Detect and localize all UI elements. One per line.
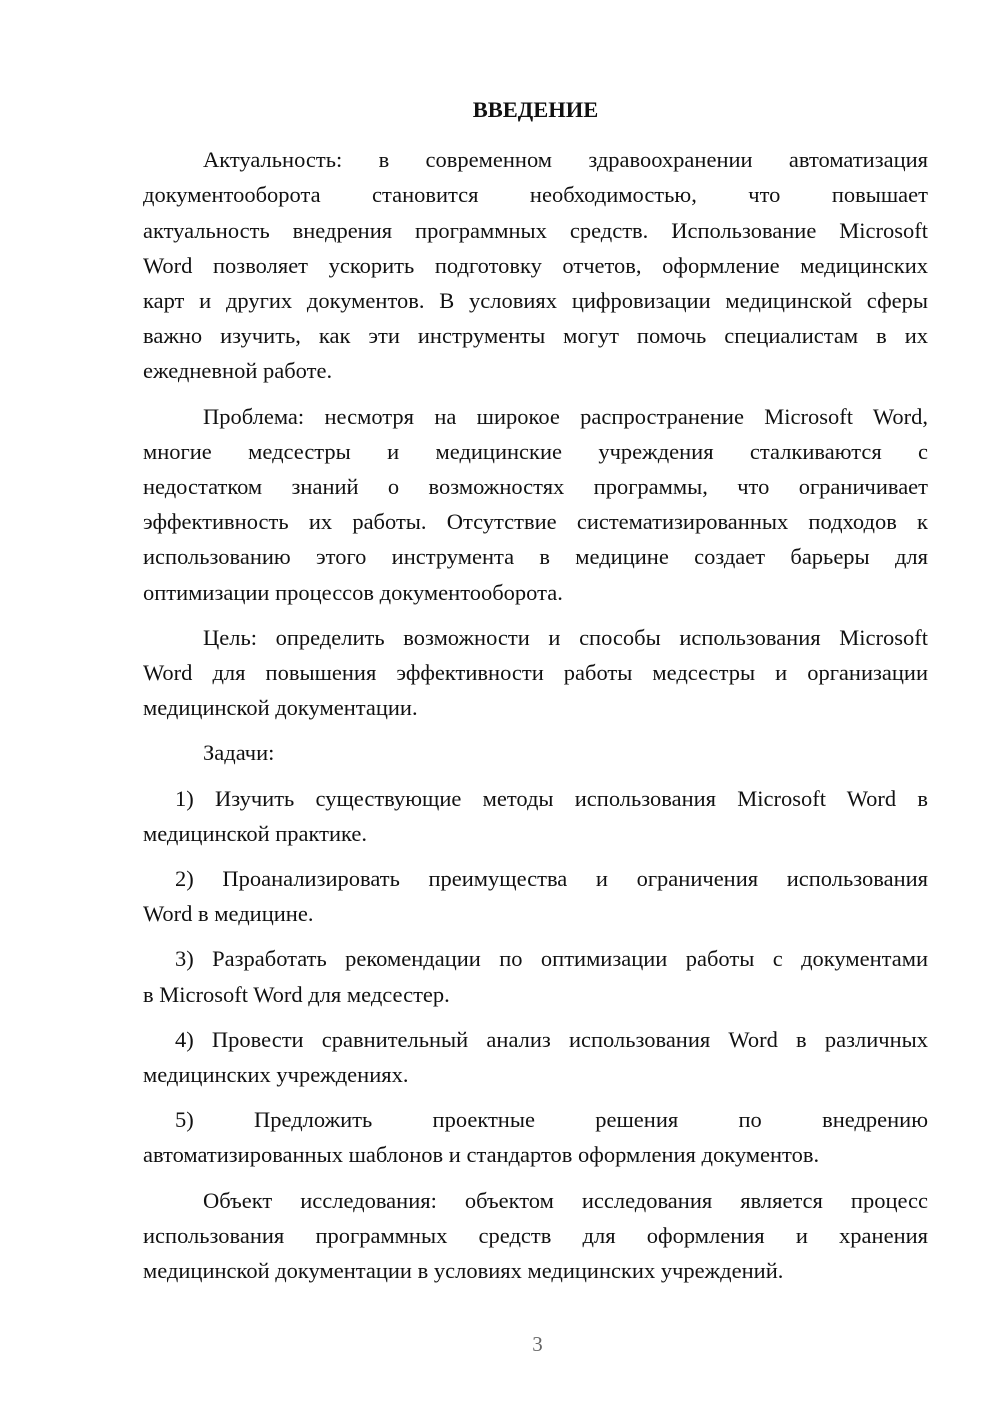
text-line: Word в медицине. (143, 901, 314, 927)
page-number: 3 (532, 1332, 543, 1356)
text-line: медицинских учреждениях. (143, 1062, 409, 1088)
text-line: медицинской документации в условиях медицинских учреждений. (143, 1258, 784, 1284)
text-line: Word позволяет ускорить подготовку отчетов, оформление медицинских (143, 252, 928, 278)
text-line: медицинской документации. (143, 695, 418, 721)
text-line: эффективность их работы. Отсутствие систематизированных подходов к (143, 509, 928, 535)
text-line: Word для повышения эффективности работы медсестры и организации (143, 660, 928, 686)
text-line: автоматизированных шаблонов и стандартов оформления документов. (143, 1142, 820, 1168)
text-line: недостатком знаний о возможностях программы, что ограничивает (143, 474, 928, 500)
text-line: 1) Изучить существующие методы использования Microsoft Word в (175, 785, 928, 811)
document-body (143, 142, 928, 1288)
paragraph (143, 1183, 928, 1289)
text-line: многие медсестры и медицинские учреждения сталкиваются с (143, 438, 928, 464)
paragraph (143, 620, 928, 726)
task-item (143, 781, 928, 851)
text-line: в Microsoft Word для медсестер. (143, 981, 450, 1007)
task-item (143, 1102, 928, 1172)
paragraph (143, 399, 928, 610)
paragraph (143, 142, 928, 388)
text-line: оптимизации процессов документооборота. (143, 579, 563, 605)
document-page (143, 92, 928, 1298)
text-line: Актуальность: в современном здравоохранении автоматизация (203, 147, 928, 173)
text-line: карт и других документов. В условиях цифровизации медицинской сферы (143, 288, 928, 314)
paragraph (143, 735, 928, 770)
text-line: 2) Проанализировать преимущества и ограничения использования (175, 866, 928, 892)
text-line: ежедневной работе. (143, 358, 333, 384)
text-line: документооборота становится необходимостью, что повышает (143, 182, 928, 208)
text-line: 3) Разработать рекомендации по оптимизации работы с документами (175, 946, 928, 972)
task-item (143, 861, 928, 931)
text-line: Объект исследования: объектом исследования является процесс (203, 1187, 928, 1213)
text-line: Задачи: (203, 740, 275, 766)
task-item (143, 1022, 928, 1092)
text-line: важно изучить, как эти инструменты могут помочь специалистам в их (143, 323, 928, 349)
task-item (143, 941, 928, 1011)
text-line: 5) Предложить проектные решения по внедрению (175, 1107, 928, 1133)
text-line: медицинской практике. (143, 820, 368, 846)
text-line: актуальность внедрения программных средств. Использование Microsoft (143, 217, 928, 243)
section-title: ВВЕДЕНИЕ (472, 97, 599, 122)
text-line: использования программных средств для оформления и хранения (143, 1222, 928, 1248)
text-line: использованию этого инструмента в медицине создает барьеры для (143, 544, 928, 570)
text-line: Цель: определить возможности и способы использования Microsoft (203, 624, 928, 650)
text-line: 4) Провести сравнительный анализ использования Word в различных (175, 1026, 928, 1052)
text-line: Проблема: несмотря на широкое распространение Microsoft Word, (203, 403, 928, 429)
